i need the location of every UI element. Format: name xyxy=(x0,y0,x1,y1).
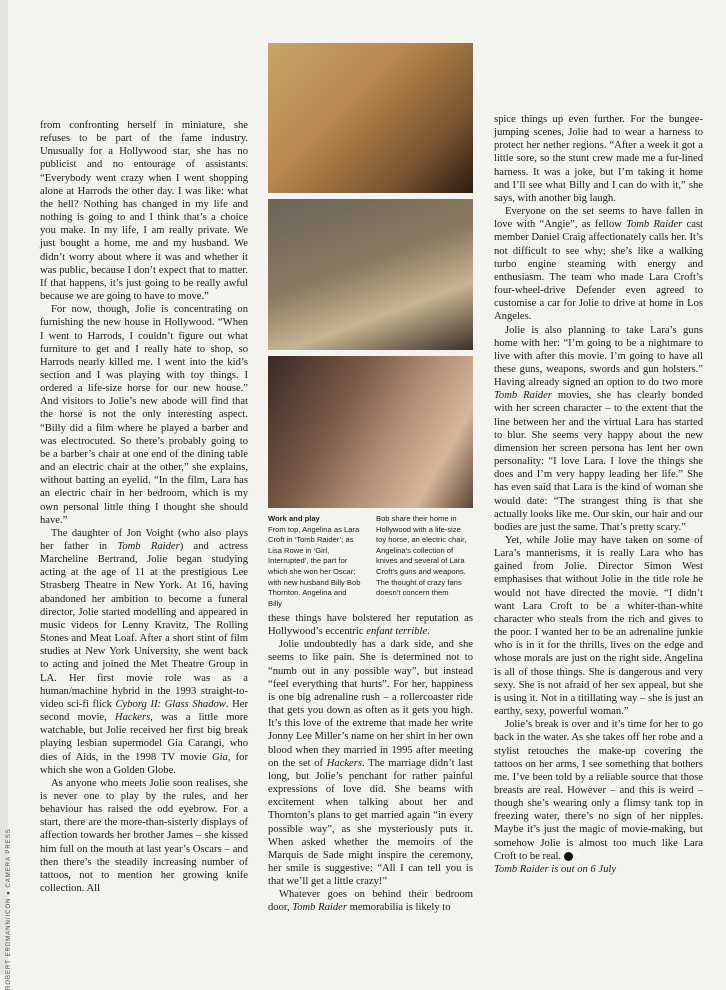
paragraph: Jolie’s break is over and it’s time for her to go back in the water. As she takes off her robe and a stylist retouches the make-up covering the tattoos on her arms, I see something that bothers me. I’ve been told by a reliable source that those breasts are real. However – and this is weird – though she’s wearing only a flimsy tank top in freezing water, there’s no sign of her nipples. Maybe it’s just the magic of movie-making, but somehow Jolie is almost too much like Lara Croft to be real. E xyxy=(494,719,703,862)
paragraph: Jolie undoubtedly has a dark side, and she seems to like pain. She is determined not to “numb out in any possible way”, but instead “feel everything that hurts”. For her, happiness is one big adrenaline rush – a rollercoaster ride that gets you down as often as it gets you high. It’s this love of the extreme that made her write Jonny Lee Miller’s name on her shirt in her own blood when they married in 1995 after meeting on the set of Hackers. The marriage didn’t last long, but Jolie’s penchant for rather painful expressions of love did. She beams with excitement when talking about her and Thornton’s plans to get married again “in every possible way”, as she mysteriously puts it. When asked whether the memoirs of the Marquis de Sade might inspire the ceremony, her smile is suggestive: “All I can tell you is that we’ll get a little crazy!” xyxy=(268,639,473,888)
paragraph: from confronting herself in miniature, she refuses to be part of the fame industry. Unusually for a Hollywood star, she has no publicist and no entourage of assistants. “Everybody went crazy when I went shopping alone at Harrods the other day. I was like: what the hell? Nothing has changed in my life and nothing is going to and I think that’s a choice you make. In my life, I am really private. We just bought a home, me and my husband. We didn’t worry about where it was and whether it was public, because I don’t expect that to matter. If that happens, it’s just going to be really awful because we are going to have to move.” xyxy=(40,120,248,303)
paragraph: Everyone on the set seems to have fallen in love with “Angie”, as fellow Tomb Raider cast member Daniel Craig affectionately calls her. It’s not difficult to see why; she’s like a walking turbo engine steaming with energy and enthusiasm. The team who made Lara Croft’s four-wheel-drive Defender even agreed to customise a car for Jolie to drive at home in Los Angeles. xyxy=(494,206,703,323)
paragraph: Jolie is also planning to take Lara’s guns home with her: “I’m going to be a nightmare to live with after this movie. I’m going to have all these guns, weapons, swords and gun holsters.” Having already signed an option to do two more Tomb Raider movies, she has clearly bonded with her screen character – to the extent that the line between her and the virtual Lara has started to blur. She seems very happy about the new dimension her screen persona has lent her own personality: “I love Lara. I love the things she does and I’m very happy leading her life.” She has even said that Lara is the kind of woman she would date: “The strangest thing is that she actually looks like me. Our skin, our hair and our bodies are just the same. That’s pretty scary.” xyxy=(494,324,703,533)
column-3 xyxy=(494,113,703,876)
end-mark-icon: E xyxy=(564,852,573,861)
paragraph: these things have bolstered her reputation as Hollywood’s eccentric enfant terrible. xyxy=(268,613,473,638)
photo-credit: ROBERT ERDMANN/ICON ● CAMERA PRESS xyxy=(6,828,12,990)
caption-title: Work and play xyxy=(268,514,320,523)
paragraph: Yet, while Jolie may have taken on some of Lara’s mannerisms, it is really Lara who has gained from Jolie. Director Simon West emphasises that without Jolie in the title role he would not have directed the movie. “I didn’t want Lara Croft to be a whiter-than-white character who steals from the rich and gives to the poor. I wanted her to be an adrenaline junkie who is in it for the thrills, lives on the edge and whose morals are just on the right side. Angelina is all of those things. She is dangerous and very sexy. She is not afraid of her sex appeal, but she is using it. Not in a titillating way – she is just an earthy, sexy, powerful woman.” xyxy=(494,535,703,718)
caption-text: From top, Angelina as Lara Croft in ‘Tomb Raider’; as Lisa Rowe in ‘Girl, Interrupted’, the part for which she won her Oscar; with new husband Billy Bob Thornton. Angelina and Billy xyxy=(268,524,361,608)
photo-with-husband xyxy=(268,356,473,508)
column-1 xyxy=(40,119,248,895)
column-2 xyxy=(268,612,473,915)
paragraph: spice things up even further. For the bungee-jumping scenes, Jolie had to wear a harness to protect her nether regions. “After a week it got a little sore, so the stunt crew made me a fur-lined harness. It was a joke, but I’m taking it home and I’ll see what Billy and I can do with it,” she says, with another big laugh. xyxy=(494,114,703,204)
caption-text-continued: Bob share their home in Hollywood with a life-size toy horse, an electric chair, Angelina’s collection of knives and several of Lara Croft’s guns and weapons. The thought of crazy fans doesn’t concern them xyxy=(376,514,467,598)
release-note: Tomb Raider is out on 6 July xyxy=(494,863,617,875)
paragraph: The daughter of Jon Voight (who also plays her father in Tomb Raider) and actress Marcheline Bertrand, Jolie began studying acting at the age of 11 at the prestigious Lee Strasberg Theatre in New York. At 16, having abandoned her ambition to become a funeral director, Jolie started modelling and appeared in music videos for Lenny Kravitz, The Rolling Stones and Meat Loaf. After a short stint of film studies at New York University, she went back to acting and joined the Met Theatre Group in LA. Her first movie role was as a human/machine hybrid in the 1993 straight-to-video sci-fi flick Cyborg II: Glass Shadow. Her second movie, Hackers, was a little more watchable, but Jolie received her first big break playing lesbian supermodel Gia Carangi, who dies of Aids, in the 1998 TV movie Gia, for which she won a Golden Globe. xyxy=(40,527,249,776)
paragraph: Whatever goes on behind their bedroom door, Tomb Raider memorabilia is likely to xyxy=(268,889,473,914)
photo-lara-croft-tomb xyxy=(268,43,473,193)
paragraph: For now, though, Jolie is concentrating on furnishing the new house in Hollywood. “When I went to Harrods, I couldn’t figure out what furniture to get and I really hate to shop, so Harrods nearly killed me. I went into the kid’s section and I was playing with toy things. I ordered a life-size horse for our new house.” And visitors to Jolie’s new abode will find that the horse is not the only interesting aspect. “Billy did a film where he played a barber and was electrocuted. So there’s probably going to be a barber’s chair at one end of the dining table and an electric chair at the other,” she explains, without batting an eyelid. “In the film, Lara has an electric chair in her bedroom, which is my own personal little thing I thought she should have.” xyxy=(40,304,248,526)
paragraph: As anyone who meets Jolie soon realises, she is never one to play by the rules, and her behaviour has raised the odd eyebrow. For a start, there are the more-than-sisterly displays of affection towards her brother James – she kissed him full on the mouth at last year’s Oscars – and then there’s the steadily increasing number of tattoos, not to mention her growing knife collection. All xyxy=(40,777,248,895)
photo-girl-interrupted xyxy=(268,199,473,350)
